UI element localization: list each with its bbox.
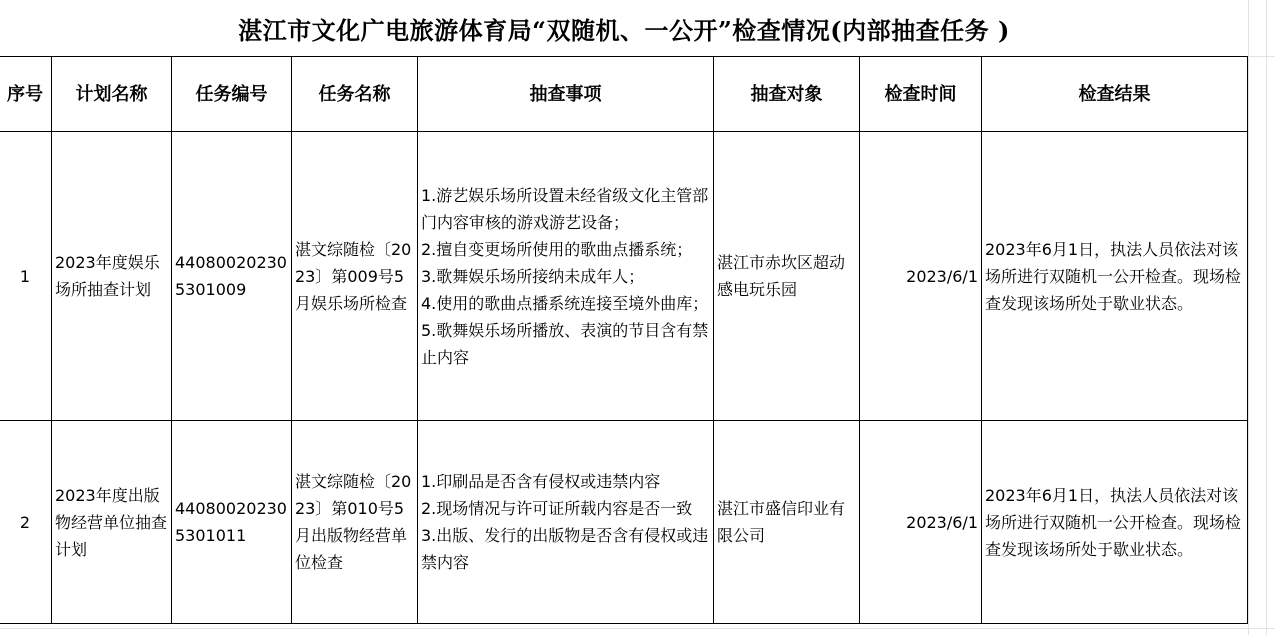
- check-item: 2.现场情况与许可证所载内容是否一致: [421, 499, 693, 518]
- gridline: [1266, 0, 1267, 635]
- table-row: [0, 421, 1248, 624]
- table-header-row: [0, 57, 1248, 132]
- cell-plan-name: 2023年度娱乐场所抽查计划: [52, 132, 172, 421]
- check-item: 3.歌舞娱乐场所接纳未成年人；: [421, 266, 645, 286]
- gridline: [1248, 0, 1249, 635]
- inspection-table: [0, 56, 1248, 624]
- cell-check-result: 2023年6月1日，执法人员依法对该场所进行双随机一公开检查。现场检查发现该场所处于歇业状态。: [982, 421, 1248, 624]
- gridline: [0, 628, 1275, 629]
- header-check-target: 抽查对象: [714, 57, 860, 132]
- cell-check-target: 湛江市盛信印业有限公司: [714, 421, 860, 624]
- header-check-time: 检查时间: [860, 57, 982, 132]
- cell-plan-name: 2023年度出版物经营单位抽查计划: [52, 421, 172, 624]
- table-row: [0, 132, 1248, 421]
- cell-check-time: 2023/6/1: [860, 132, 982, 421]
- header-task-name: 任务名称: [292, 57, 418, 132]
- header-plan-name: 计划名称: [52, 57, 172, 132]
- cell-check-target: 湛江市赤坎区超动感电玩乐园: [714, 132, 860, 421]
- cell-check-items: [418, 421, 714, 624]
- check-item: 3.出版、发行的出版物是否含有侵权或违禁内容: [421, 526, 709, 572]
- header-check-result: 检查结果: [982, 57, 1248, 132]
- check-item: 1.印刷品是否含有侵权或违禁内容: [421, 472, 661, 491]
- cell-check-items: [418, 132, 714, 421]
- check-item: 2.擅自变更场所使用的歌曲点播系统；: [421, 239, 693, 259]
- cell-task-number: 440800202305301009: [172, 132, 292, 421]
- cell-seq: 2: [0, 421, 52, 624]
- cell-task-name: 湛文综随检〔2023〕第010号5月出版物经营单位检查: [292, 421, 418, 624]
- header-task-number: 任务编号: [172, 57, 292, 132]
- page-title: 湛江市文化广电旅游体育局“双随机、一公开”检查情况(内部抽查任务 ): [238, 15, 1010, 45]
- cell-task-number: 440800202305301011: [172, 421, 292, 624]
- check-item: 1.游艺娱乐场所设置未经省级文化主管部门内容审核的游戏游艺设备；: [421, 185, 709, 232]
- cell-check-time: 2023/6/1: [860, 421, 982, 624]
- header-check-items: 抽查事项: [418, 57, 714, 132]
- cell-task-name: 湛文综随检〔2023〕第009号5月娱乐场所检查: [292, 132, 418, 421]
- check-item: 4.使用的歌曲点播系统连接至境外曲库；: [421, 293, 709, 313]
- cell-check-result: 2023年6月1日，执法人员依法对该场所进行双随机一公开检查。现场检查发现该场所处于歇业状态。: [982, 132, 1248, 421]
- cell-seq: 1: [0, 132, 52, 421]
- check-item: 5.歌舞娱乐场所播放、表演的节目含有禁止内容: [421, 320, 709, 367]
- header-seq: 序号: [0, 57, 52, 132]
